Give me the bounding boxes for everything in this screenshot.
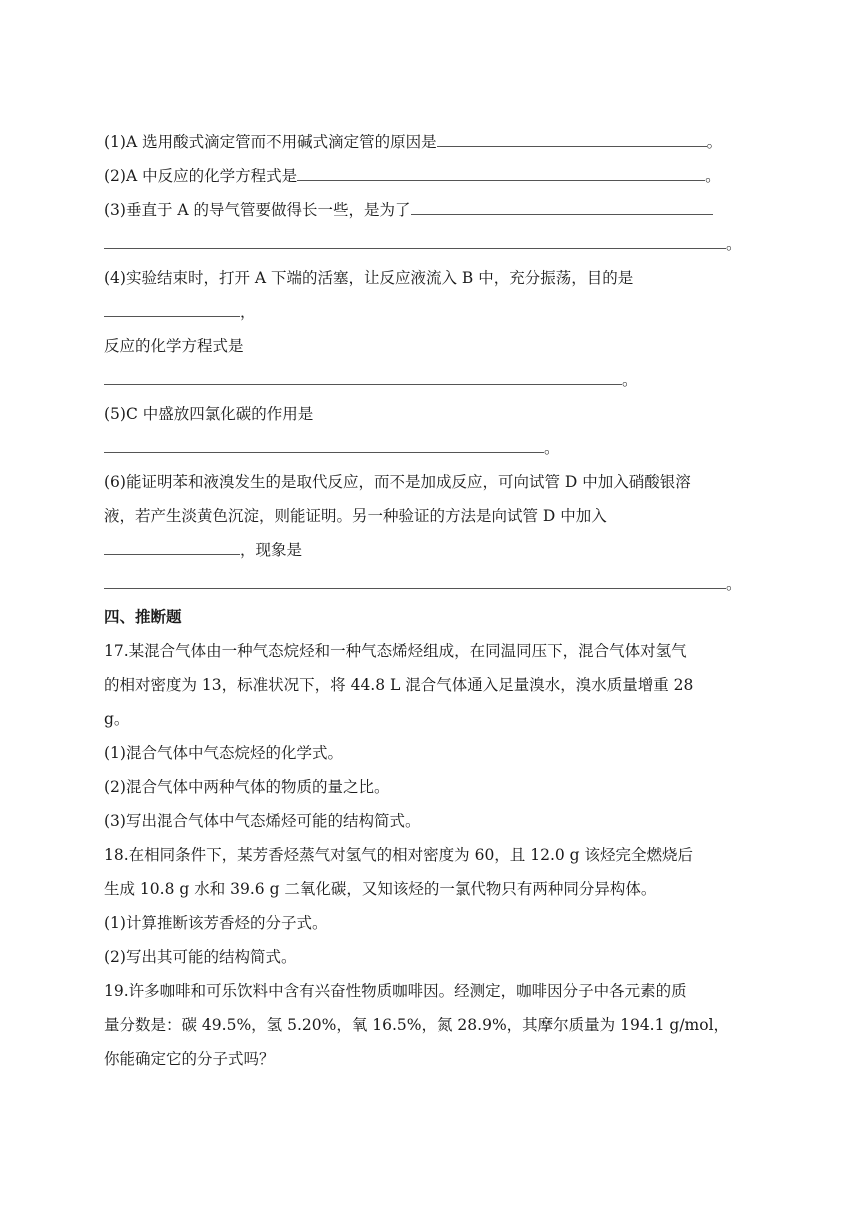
- answer-blank[interactable]: [297, 165, 705, 181]
- q16-part6-line3: ，现象是: [104, 539, 302, 561]
- q19-line1: 19.许多咖啡和可乐饮料中含有兴奋性物质咖啡因。经测定，咖啡因分子中各元素的质: [104, 982, 687, 1000]
- answer-blank[interactable]: [104, 437, 544, 453]
- q16-part6-line4: 。: [104, 573, 742, 595]
- answer-blank[interactable]: [104, 539, 240, 555]
- q16-part3: (3)垂直于 A 的导气管要做得长一些，是为了: [104, 199, 713, 221]
- q16-part4: (4)实验结束时，打开 A 下端的活塞，让反应液流入 B 中，充分振荡，目的是: [104, 269, 634, 287]
- q17-line1: 17.某混合气体由一种气态烷烃和一种气态烯烃组成，在同温同压下，混合气体对氢气: [104, 642, 687, 660]
- answer-blank[interactable]: [104, 369, 622, 385]
- q16-part3-cont: 。: [104, 233, 742, 255]
- q17-line2: 的相对密度为 13，标准状况下，将 44.8 L 混合气体通入足量溴水，溴水质量增重 28: [104, 676, 694, 694]
- answer-blank[interactable]: [411, 199, 713, 215]
- q16-part6-line2: 液，若产生淡黄色沉淀，则能证明。另一种验证的方法是向试管 D 中加入: [104, 507, 607, 525]
- q16-part4-blank-line: ，: [104, 301, 256, 323]
- q16-part5-blank: 。: [104, 437, 560, 459]
- answer-blank[interactable]: [104, 233, 726, 249]
- section-heading: 四、推断题: [104, 608, 182, 626]
- answer-blank[interactable]: [437, 131, 707, 147]
- q18-line2: 生成 10.8 g 水和 39.6 g 二氧化碳，又知该烃的一氯代物只有两种同分异构体。: [104, 880, 657, 898]
- q17-line3: g。: [104, 710, 130, 728]
- q19-line2: 量分数是：碳 49.5%，氢 5.20%，氧 16.5%，氮 28.9%，其摩尔质量为 194.1 g/mol，: [104, 1016, 730, 1034]
- q16-part1: (1)A 选用酸式滴定管而不用碱式滴定管的原因是 。: [104, 133, 723, 151]
- q16-part6-line1: (6)能证明苯和液溴发生的是取代反应，而不是加成反应，可向试管 D 中加入硝酸银溶: [104, 473, 691, 491]
- q19-line3: 你能确定它的分子式吗？: [104, 1050, 275, 1068]
- q18-line1: 18.在相同条件下，某芳香烃蒸气对氢气的相对密度为 60，且 12.0 g 该烃完全燃烧后: [104, 846, 694, 864]
- q16-part5: (5)C 中盛放四氯化碳的作用是: [104, 405, 314, 423]
- answer-blank[interactable]: [104, 573, 726, 589]
- q18-sub1: (1)计算推断该芳香烃的分子式。: [104, 914, 328, 932]
- q17-sub2: (2)混合气体中两种气体的物质的量之比。: [104, 778, 390, 796]
- q16-part4-equation-label: 反应的化学方程式是: [104, 337, 244, 355]
- q18-sub2: (2)写出其可能的结构简式。: [104, 948, 297, 966]
- q16-part4-equation-blank: 。: [104, 369, 638, 391]
- q17-sub3: (3)写出混合气体中气态烯烃可能的结构简式。: [104, 812, 421, 830]
- answer-blank[interactable]: [104, 301, 240, 317]
- q17-sub1: (1)混合气体中气态烷烃的化学式。: [104, 744, 343, 762]
- q16-part2: (2)A 中反应的化学方程式是 。: [104, 167, 721, 185]
